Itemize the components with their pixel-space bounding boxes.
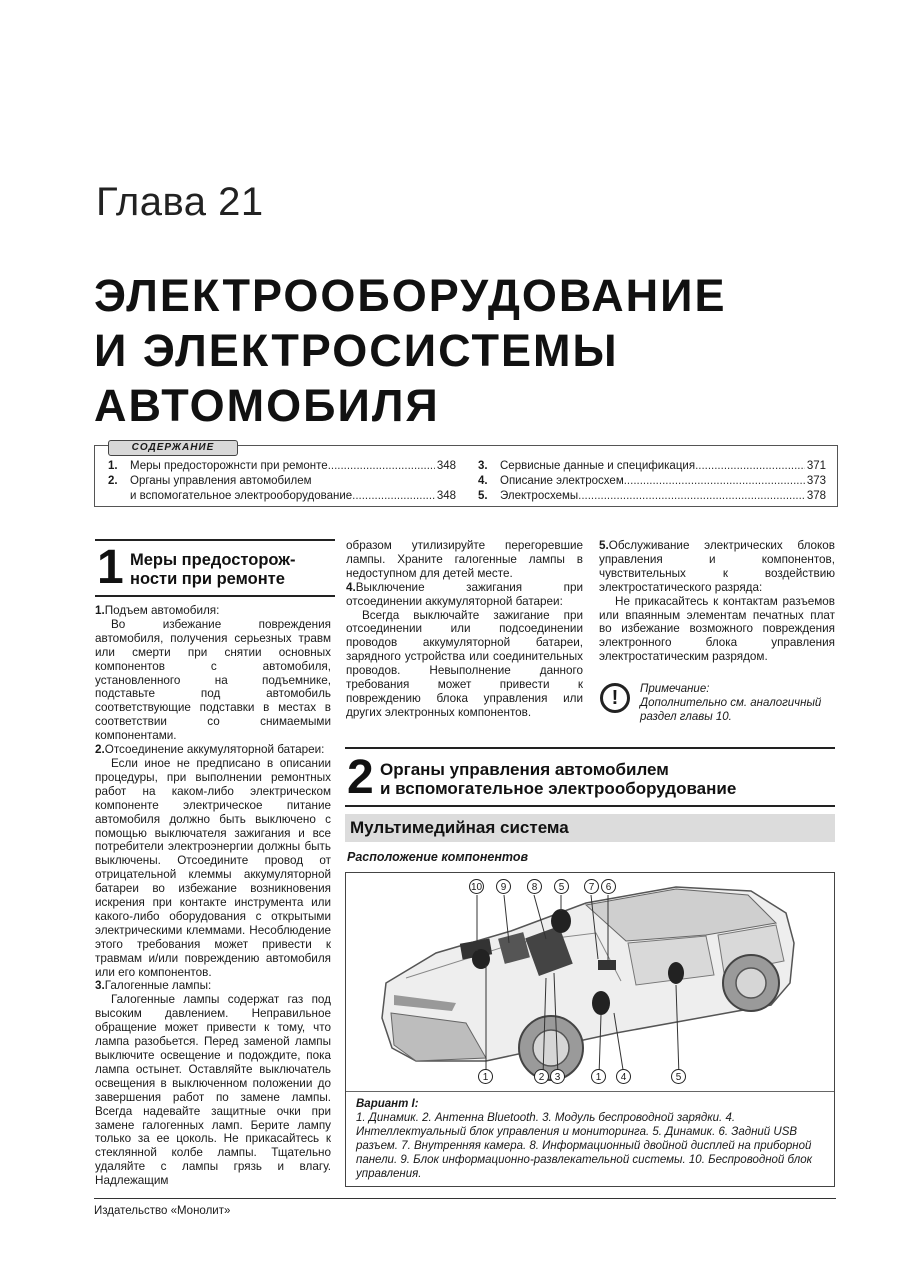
item-1-text: Во избежание повреждения автомобиля, получения серьезных травм или смерти при снятии основных компонентов с автомобиля, установленного на подъемнике, подставьте под автомобиль соответствующие подставки в местах в соответствии со снимаемыми компонентами. <box>95 617 331 743</box>
title-line-1: ЭЛЕКТРООБОРУДОВАНИЕ <box>94 270 727 321</box>
column-2 <box>346 539 583 720</box>
chapter-label: Глава 21 <box>96 180 264 224</box>
callout-8: 8 <box>527 879 542 894</box>
page-number: 378 <box>806 490 826 502</box>
page-number: 371 <box>806 460 826 472</box>
publisher-footer: Издательство «Монолит» <box>94 1205 231 1217</box>
section2-top-rule <box>345 747 835 749</box>
page-number: 373 <box>806 475 826 487</box>
section1-number: 1 <box>97 541 124 594</box>
caption-variant: Вариант I: <box>356 1098 419 1110</box>
item-4-head: 4.Выключение зажигания при отсоединении аккумуляторной батареи: <box>346 580 583 608</box>
item-3-head: 3.Галогенные лампы: <box>95 979 212 993</box>
item-4-text: Всегда выключайте зажигание при отсоединении или подсоединении проводов аккумуляторной батареи, зарядного устройства или соединительных проводов. Невыполнение данного требования может привести к повреждению блока управления или других электронных компонентов. <box>346 608 583 719</box>
section1-title: Меры предосторож- ности при ремонте <box>130 551 296 588</box>
section1-bottom-rule <box>95 595 335 597</box>
chapter-title <box>94 268 727 433</box>
component-location-figure <box>345 872 835 1187</box>
contents-right-column <box>478 459 826 504</box>
contents-item[interactable]: 1. Меры предосторожнсти при ремонте ..... 348 <box>108 459 456 474</box>
caption-legend: 1. Динамик. 2. Антенна Bluetooth. 3. Модуль беспроводной зарядки. 4. Интеллектуальный блок управления и мониторинга. 5. Динамик. 6. Задний USB разъем. 7. Внутренняя камера. 8. Информационный двойной дисплей на приборной панели. 9. Блок информационно-развлекательной системы. 10. Беспроводной блок управления. <box>356 1112 813 1180</box>
footer-rule <box>94 1198 836 1199</box>
section2-title: Органы управления автомобилем и вспомогательное электрооборудование <box>380 760 737 798</box>
callout-2: 2 <box>534 1069 549 1084</box>
callout-5b: 5 <box>671 1069 686 1084</box>
title-line-3: АВТОМОБИЛЯ <box>94 380 440 431</box>
item-5-head: 5.Обслуживание электрических блоков управления и компонентов, чувствительных к воздействию электростатического разряда: <box>599 539 835 594</box>
callout-1: 1 <box>478 1069 493 1084</box>
page-number: 348 <box>436 490 456 502</box>
item-3-continued: образом утилизируйте перегоревшие лампы. Храните галогенные лампы в недоступном для детей месте. <box>346 539 583 580</box>
figure-caption <box>356 1097 826 1181</box>
item-2-head: 2.Отсоединение аккумуляторной батареи: <box>95 743 325 757</box>
item-2-text: Если иное не предписано в описании процедуры, при выполнении ремонтных работ на каком-либо электрическом компоненте электрическое питание автомобиля должно быть выключено с помощью выключателя зажигания и все потребители электроэнергии должны быть выключены. Отсоедините провод от отрицательной клеммы аккумуляторной батареи во избежание возникновения искрения при контакте инструмента или какого-либо оборудования с открытыми электрическими клеммами. Несоблюдение этого требования может привести к травмам и/или повреждению автомобиля или его компонентов. <box>95 756 331 979</box>
callout-1b: 1 <box>591 1069 606 1084</box>
contents-label: СОДЕРЖАНИЕ <box>108 440 238 456</box>
contents-item[interactable]: 2. Органы управления автомобилем <box>108 475 312 487</box>
figure-heading: Расположение компонентов <box>347 850 529 864</box>
callout-4: 4 <box>616 1069 631 1084</box>
callout-5: 5 <box>554 879 569 894</box>
contents-item[interactable]: 5. Электросхемы ..... 378 <box>478 489 826 504</box>
note: Примечание: Дополнительно см. аналогичный раздел главы 10. <box>640 683 822 723</box>
page-number: 348 <box>436 460 456 472</box>
contents-item[interactable]: 3. Сервисные данные и спецификация ..... 371 <box>478 459 826 474</box>
note-exclamation-icon: ! <box>600 683 630 713</box>
section1-top-rule <box>95 539 335 541</box>
section2-bottom-rule <box>345 805 835 807</box>
callout-3: 3 <box>550 1069 565 1084</box>
subsection-title: Мультимедийная система <box>350 818 569 837</box>
callout-10: 10 <box>469 879 484 894</box>
callout-7: 7 <box>584 879 599 894</box>
contents-left-column <box>108 459 456 504</box>
section2-number: 2 <box>347 751 374 804</box>
column-3 <box>599 539 835 664</box>
item-5-text: Не прикасайтесь к контактам разъемов или впаянным элементам печатных плат во избежание возможного повреждения электронного блока управления электростатическим разрядом. <box>599 594 835 664</box>
item-1-head: 1.Подъем автомобиля: <box>95 604 220 617</box>
callout-6: 6 <box>601 879 616 894</box>
caption-divider <box>346 1091 834 1092</box>
item-3-text: Галогенные лампы содержат газ под высоким давлением. Неправильное обращение может привести к тому, что лампа разобьется. Перед заменой лампы выключите освещение и подождите, пока лампа остынет. Оставляйте выключатель освещения в выключенном положении до завершения работ по замене лампы. Всегда надевайте защитные очки при замене галогенных ламп. Берите лампу только за ее цоколь. Не прикасайтесь к стеклянной колбе лампы. Тщательно удаляйте с лампы грязь и влагу. Надлежащим <box>95 993 331 1188</box>
contents-item-cont[interactable]: и вспомогательное электрооборудование ..... 348 <box>108 489 456 504</box>
callout-9: 9 <box>496 879 511 894</box>
title-line-2: И ЭЛЕКТРОСИСТЕМЫ <box>94 325 619 376</box>
contents-item[interactable]: 4. Описание электросхем ..... 373 <box>478 474 826 489</box>
column-1 <box>95 604 331 1188</box>
